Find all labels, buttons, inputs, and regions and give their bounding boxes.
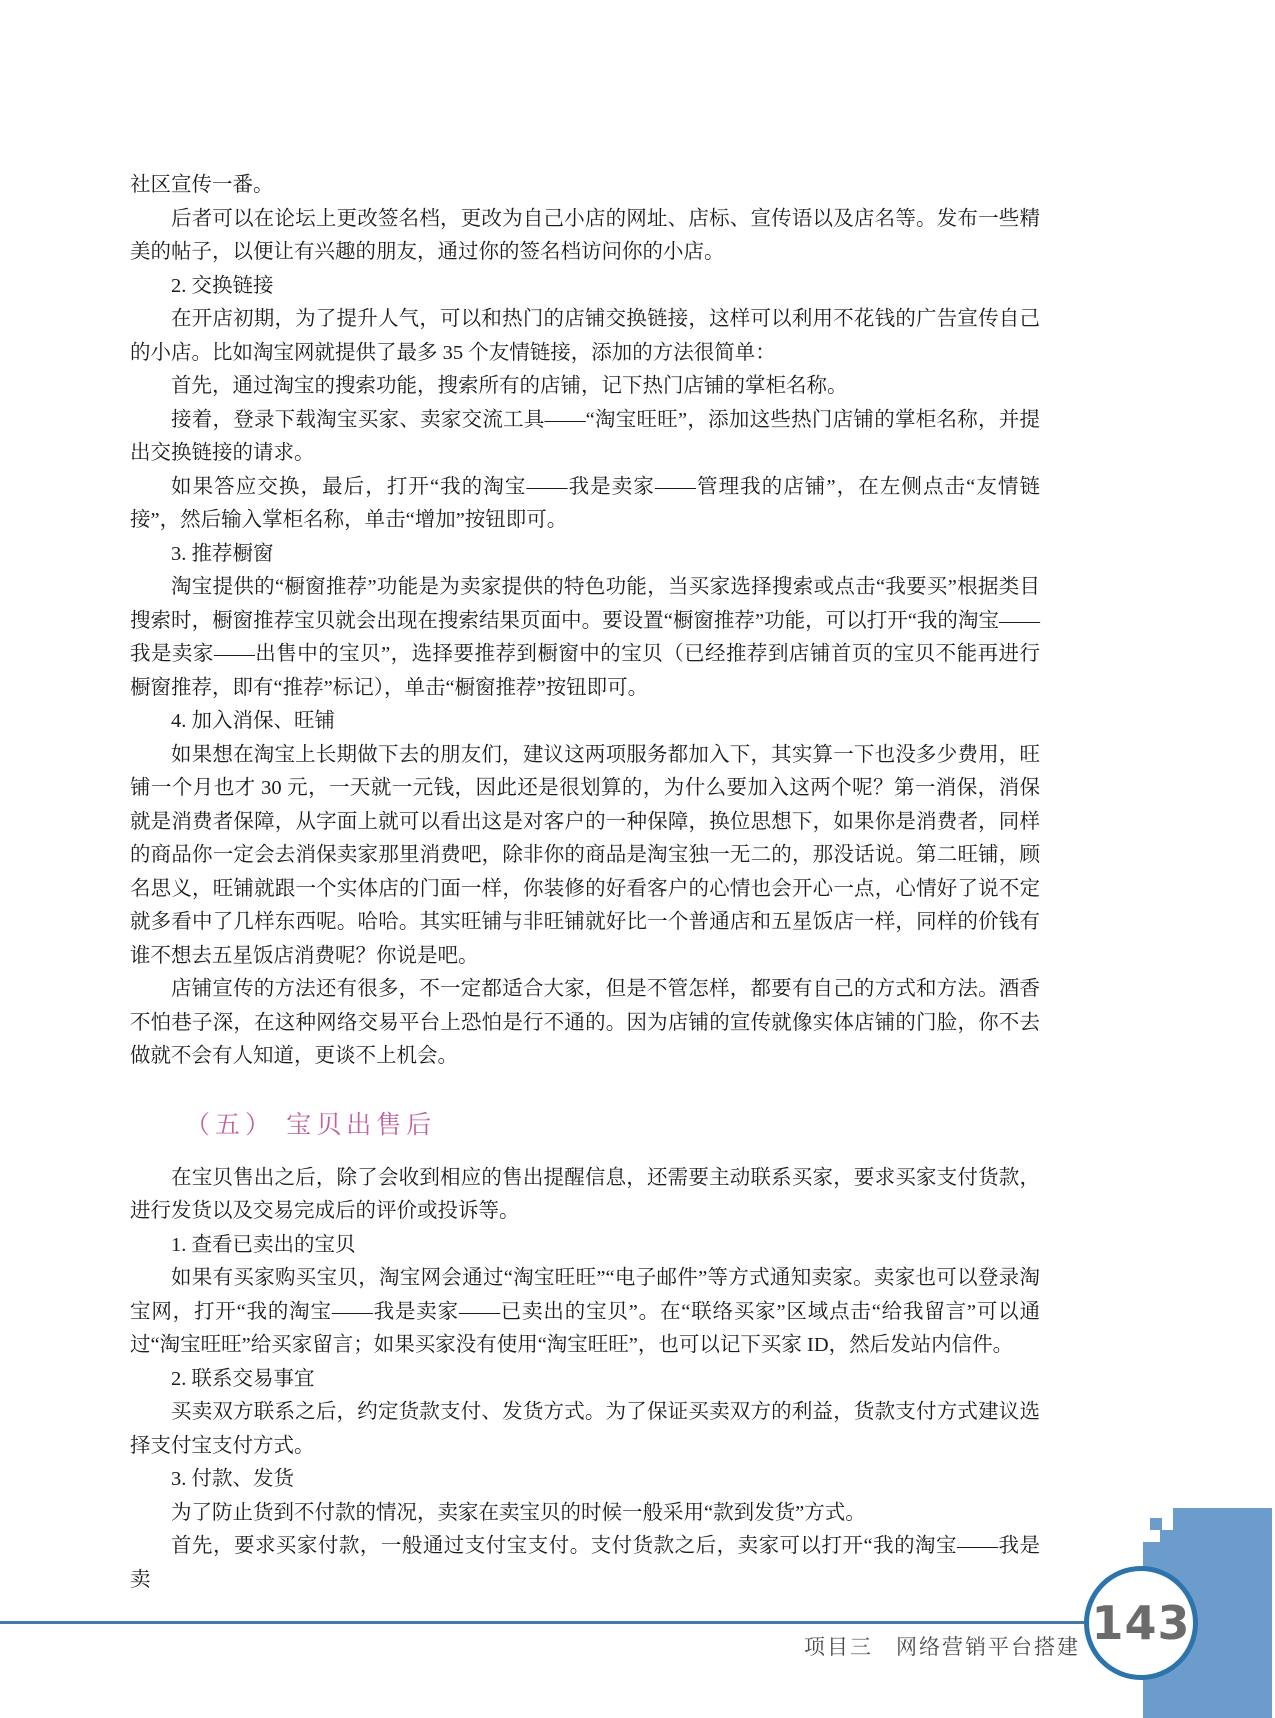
list-item-heading: 3. 推荐橱窗	[171, 542, 274, 565]
accent-square	[1150, 1518, 1162, 1530]
list-item-heading: 4. 加入消保、旺铺	[171, 710, 335, 732]
paragraph: 首先，通过淘宝的搜索功能，搜索所有的店铺，记下热门店铺的掌柜名称。	[171, 375, 848, 397]
paragraph: 社区宣传一番。	[130, 174, 274, 196]
paragraph: 后者可以在论坛上更改签名档，更改为自己小店的网址、店标、宣传语以及店名等。发布一些精美的帖子，以便让有兴趣的朋友，通过你的签名档访问你的小店。	[130, 207, 1040, 263]
paragraph: 首先，要求买家付款，一般通过支付宝支付。支付货款之后，卖家可以打开“我的淘宝——我是卖	[130, 1535, 1040, 1591]
accent-bar-step	[1160, 1530, 1173, 1542]
list-item-heading: 2. 联系交易事宜	[171, 1367, 315, 1390]
paragraph: 店铺宣传的方法还有很多，不一定都适合大家，但是不管怎样，都要有自己的方式和方法。酒香不怕巷子深，在这种网络交易平台上恐怕是行不通的。因为店铺的宣传就像实体店铺的门脸，你不去做就不会有人知道，更谈不上机会。	[130, 978, 1040, 1067]
section-heading: （五） 宝贝出售后	[185, 1111, 437, 1139]
list-item-heading: 3. 付款、发货	[171, 1468, 294, 1490]
footer-chapter-title: 项目三 网络营销平台搭建	[804, 1636, 1080, 1659]
body-text-column	[130, 169, 1040, 1597]
list-item-heading: 2. 交换链接	[171, 274, 274, 297]
page-number: 143	[1091, 1596, 1191, 1650]
paragraph: 接着，登录下载淘宝买家、卖家交流工具——“淘宝旺旺”，添加这些热门店铺的掌柜名称，并提出交换链接的请求。	[130, 408, 1040, 464]
list-item-heading: 1. 查看已卖出的宝贝	[171, 1233, 356, 1256]
paragraph: 淘宝提供的“橱窗推荐”功能是为卖家提供的特色功能，当买家选择搜索或点击“我要买”根据类目搜索时，橱窗推荐宝贝就会出现在搜索结果页面中。要设置“橱窗推荐”功能，可以打开“我的淘宝——我是卖家——出售中的宝贝”，选择要推荐到橱窗中的宝贝（已经推荐到店铺首页的宝贝不能再进行橱窗推荐，即有“推荐”标记），单击“橱窗推荐”按钮即可。	[130, 576, 1040, 699]
paragraph: 在宝贝售出之后，除了会收到相应的售出提醒信息，还需要主动联系买家，要求买家支付货款，进行发货以及交易完成后的评价或投诉等。	[130, 1166, 1040, 1222]
paragraph: 如果有买家购买宝贝，淘宝网会通过“淘宝旺旺”“电子邮件”等方式通知卖家。卖家也可以登录淘宝网，打开“我的淘宝——我是卖家——已卖出的宝贝”。在“联络买家”区域点击“给我留言”可以通过“淘宝旺旺”给买家留言；如果买家没有使用“淘宝旺旺”，也可以记下买家 ID，然后发站内信件。	[130, 1267, 1040, 1356]
footer-rule	[0, 1621, 1086, 1624]
paragraph: 如果答应交换，最后，打开“我的淘宝——我是卖家——管理我的店铺”，在左侧点击“友情链接”，然后输入掌柜名称，单击“增加”按钮即可。	[130, 475, 1040, 531]
paragraph: 买卖双方联系之后，约定货款支付、发货方式。为了保证买卖双方的利益，货款支付方式建议选择支付宝支付方式。	[130, 1401, 1040, 1457]
paragraph: 在开店初期，为了提升人气，可以和热门的店铺交换链接，这样可以利用不花钱的广告宣传自己的小店。比如淘宝网就提供了最多 35 个友情链接，添加的方法很简单：	[130, 308, 1040, 364]
paragraph: 为了防止货到不付款的情况，卖家在卖宝贝的时候一般采用“款到发货”方式。	[171, 1501, 866, 1524]
paragraph: 如果想在淘宝上长期做下去的朋友们，建议这两项服务都加入下，其实算一下也没多少费用，旺铺一个月也才 30 元，一天就一元钱，因此还是很划算的，为什么要加入这两个呢？第一消保，消保就是消费者保障，从字面上就可以看出这是对客户的一种保障，换位思想下，如果你是消费者，同样的商品你一定会去消保卖家那里消费吧，除非你的商品是淘宝独一无二的，那没话说。第二旺铺，顾名思义，旺铺就跟一个实体店的门面一样，你装修的好看客户的心情也会开心一点，心情好了说不定就多看中了几样东西呢。哈哈。其实旺铺与非旺铺就好比一个普通店和五星饭店一样，同样的价钱有谁不想去五星饭店消费呢？你说是吧。	[130, 743, 1040, 967]
page-number-badge	[1084, 1566, 1198, 1680]
